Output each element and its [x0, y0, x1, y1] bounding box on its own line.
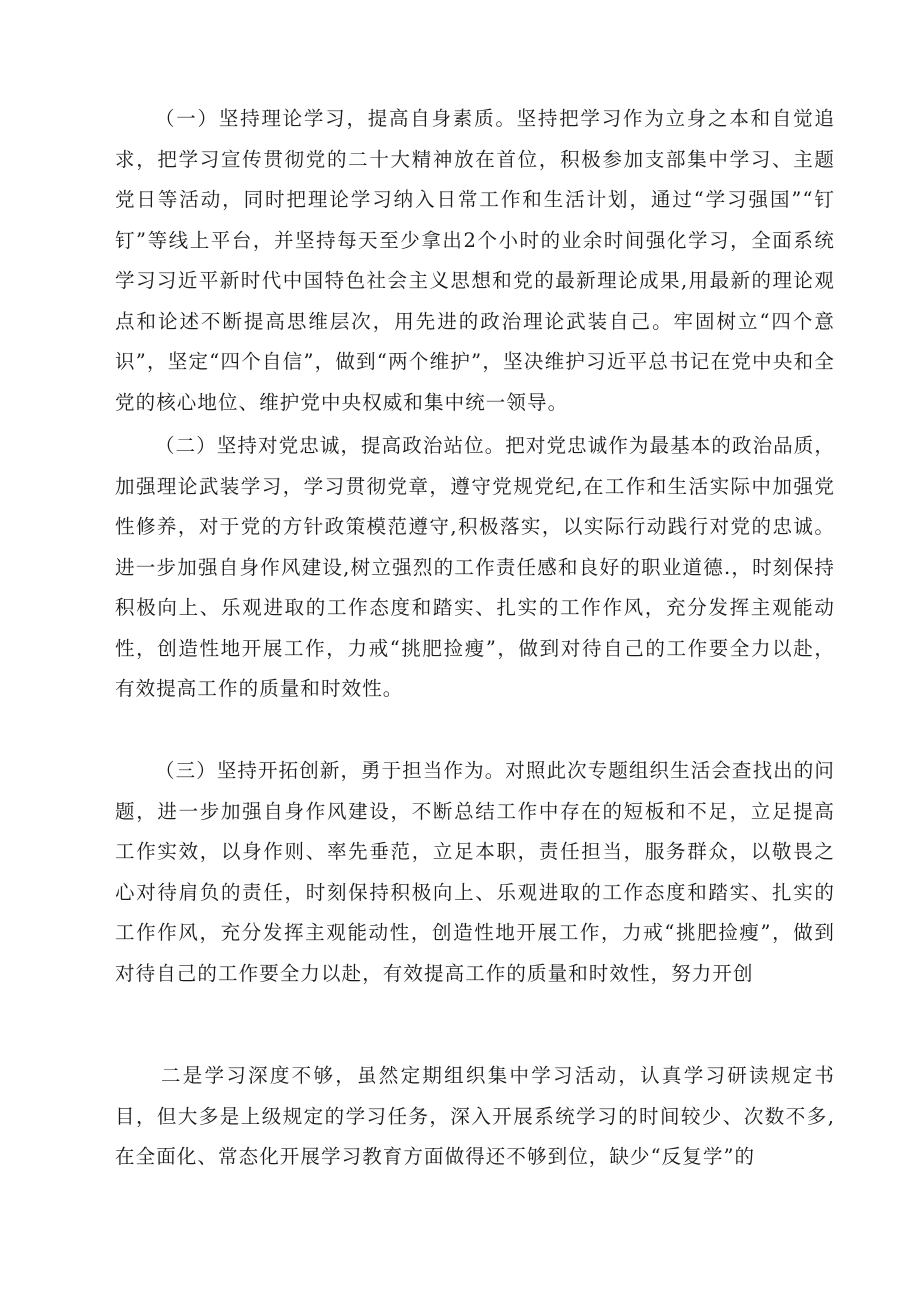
paragraph-party-loyalty: （二）坚持对党忠诚，提高政治站位。把对党忠诚作为最基本的政治品质，加强理论武装学习，学习贯彻党章，遵守党规党纪,在工作和生活实际中加强党性修养，对于党的方针政策模范遵守,积极落实，以实际行动践行对党的忠诚。进一步加强自身作风建设,树立强烈的工作责任感和良好的职业道德.，时刻保持积极向上、乐观进取的工作态度和踏实、扎实的工作作风，充分发挥主观能动性，创造性地开展工作，力戒“挑肥捡瘦”，做到对待自己的工作要全力以赴，有效提高工作的质量和时效性。 — [115, 434, 835, 700]
paragraph-study-depth: 二是学习深度不够，虽然定期组织集中学习活动，认真学习研读规定书目，但大多是上级规定的学习任务，深入开展系统学习的时间较少、次数不多,在全面化、常态化开展学习教育方面做得还不够到位，缺少“反复学”的 — [115, 1064, 835, 1168]
paragraph-innovation: （三）坚持开拓创新，勇于担当作为。对照此次专题组织生活会查找出的问题，进一步加强自身作风建设，不断总结工作中存在的短板和不足，立足提高工作实效，以身作则、率先垂范，立足本职，责任担当，服务群众，以敬畏之心对待肩负的责任，时刻保持积极向上、乐观进取的工作态度和踏实、扎实的工作作风，充分发挥主观能动性，创造性地开展工作，力戒“挑肥捡瘦”，做到对待自己的工作要全力以赴，有效提高工作的质量和时效性，努力开创 — [115, 759, 835, 985]
paragraph-theory-study: （一）坚持理论学习，提高自身素质。坚持把学习作为立身之本和自觉追求，把学习宣传贯彻党的二十大精神放在首位，积极参加支部集中学习、主题党日等活动，同时把理论学习纳入日常工作和生活计划，通过“学习强国”“钉钉”等线上平台，并坚持每天至少拿出2个小时的业余时间强化学习，全面系统学习习近平新时代中国特色社会主义思想和党的最新理论成果,用最新的理论观点和论述不断提高思维层次，用先进的政治理论武装自己。牢固树立“四个意识”，坚定“四个自信”，做到“两个维护”，坚决维护习近平总书记在党中央和全党的核心地位、维护党中央权威和集中统一领导。 — [115, 107, 835, 414]
